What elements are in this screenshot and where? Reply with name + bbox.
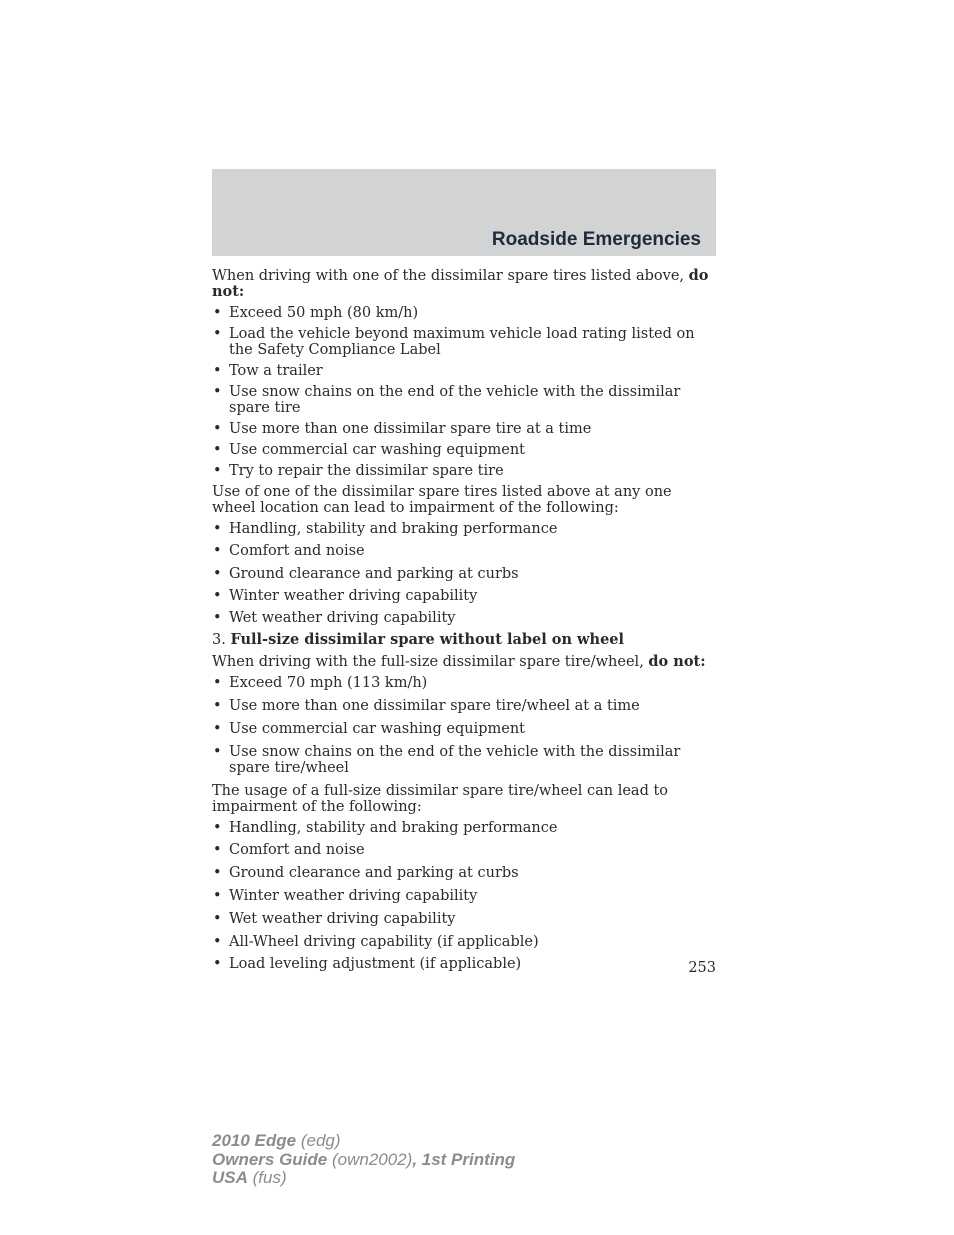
section-title: Roadside Emergencies xyxy=(491,229,701,250)
list-item: • Comfort and noise xyxy=(212,543,716,559)
restrictions-list-1 xyxy=(212,305,716,479)
list-item: • Exceed 70 mph (113 km/h) xyxy=(212,675,716,691)
section-header-band xyxy=(212,169,716,256)
list-item: • Use more than one dissimilar spare tire at a time xyxy=(212,421,716,437)
intro-paragraph-1 xyxy=(212,268,716,300)
footer-line-guide xyxy=(212,1151,515,1170)
footer-market-code: (fus) xyxy=(247,1168,287,1187)
restrictions-list-2 xyxy=(212,675,716,775)
list-item: • Winter weather driving capability xyxy=(212,888,716,904)
intro-paragraph-4: The usage of a full-size dissimilar spare tire/wheel can lead to impairment of the following: xyxy=(212,782,669,815)
numbered-heading-3 xyxy=(212,632,716,648)
list-item: • Use commercial car washing equipment xyxy=(212,721,716,737)
list-item: • All-Wheel driving capability (if applicable) xyxy=(212,934,716,950)
heading-number: 3. xyxy=(212,632,226,649)
list-item: • Ground clearance and parking at curbs xyxy=(212,566,716,582)
list-item: • Handling, stability and braking performance xyxy=(212,820,716,836)
list-item: • Load leveling adjustment (if applicable) xyxy=(212,956,716,972)
footer-market: USA xyxy=(212,1168,248,1187)
footer-model: 2010 Edge xyxy=(212,1131,297,1150)
footer-model-code: (edg) xyxy=(296,1131,341,1150)
intro-3-text: When driving with the full-size dissimilar spare tire/wheel, xyxy=(212,654,649,671)
footer-line-market xyxy=(212,1169,515,1188)
footer-line-model xyxy=(212,1132,515,1151)
list-item: • Winter weather driving capability xyxy=(212,588,716,604)
intro-3-emphasis: do not: xyxy=(648,653,706,671)
list-item: • Handling, stability and braking performance xyxy=(212,521,716,537)
list-item: • Wet weather driving capability xyxy=(212,610,716,626)
impairment-list-2 xyxy=(212,820,716,973)
list-item: • Use more than one dissimilar spare tire/wheel at a time xyxy=(212,698,716,714)
intro-paragraph-3 xyxy=(212,654,716,670)
page-content xyxy=(212,268,716,979)
footer-printing: , 1st Printing xyxy=(412,1149,516,1169)
heading-title: Full-size dissimilar spare without label on wheel xyxy=(230,631,625,649)
intro-1-emphasis: do not: xyxy=(212,267,709,300)
list-item: • Ground clearance and parking at curbs xyxy=(212,865,716,881)
list-item: • Use snow chains on the end of the vehicle with the dissimilar spare tire/wheel xyxy=(212,744,716,776)
intro-1-text: When driving with one of the dissimilar spare tires listed above, xyxy=(212,268,689,284)
footer-guide-code: (own2002) xyxy=(327,1149,413,1169)
list-item: • Use snow chains on the end of the vehicle with the dissimilar spare tire xyxy=(212,384,716,416)
list-item: • Exceed 50 mph (80 km/h) xyxy=(212,305,716,321)
list-item: • Try to repair the dissimilar spare tire xyxy=(212,463,716,479)
intro-paragraph-2: Use of one of the dissimilar spare tires listed above at any one wheel location can lead to impairment of the following: xyxy=(212,484,672,516)
document-footer xyxy=(212,1132,515,1188)
list-item: • Wet weather driving capability xyxy=(212,911,716,927)
impairment-list-1 xyxy=(212,521,716,626)
footer-guide: Owners Guide xyxy=(212,1149,328,1169)
list-item: • Tow a trailer xyxy=(212,363,716,379)
list-item: • Load the vehicle beyond maximum vehicle load rating listed on the Safety Compliance Label xyxy=(212,326,716,358)
page-number: 253 xyxy=(688,960,716,976)
list-item: • Use commercial car washing equipment xyxy=(212,442,716,458)
list-item: • Comfort and noise xyxy=(212,842,716,858)
